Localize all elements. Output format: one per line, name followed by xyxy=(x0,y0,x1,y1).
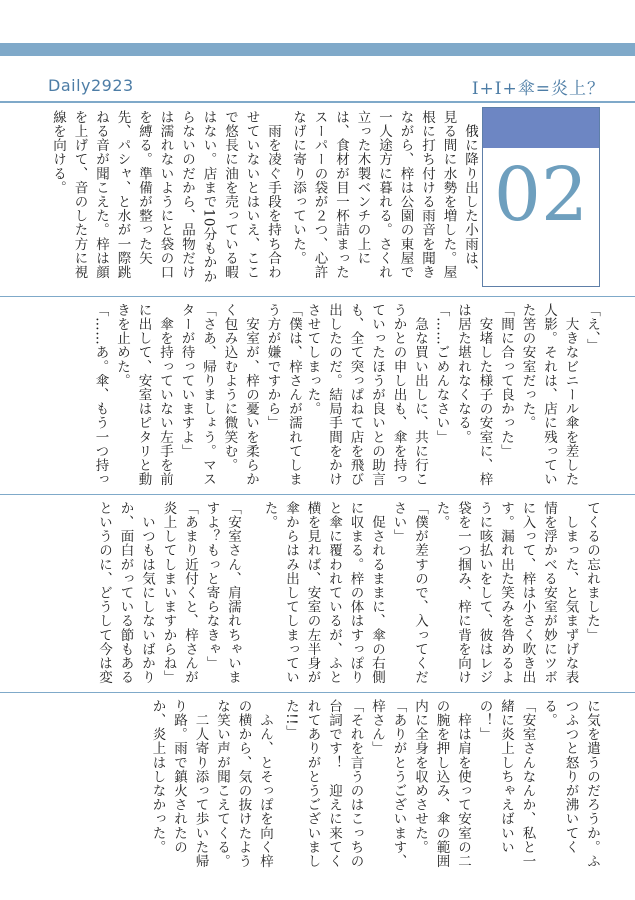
band2-right-column: 「え、」 大きなビニール傘を差した人影。それは、店に残っていた筈の安室だった。 「間に合って良かった」 安堵した様子の安室に、梓は居た堪れなくなる。 「……ごめんなさい」 急な買い出しに、共に行こうかとの申し出も、傘を持っていったほうが良いとの助言も、全て突っぱねて店を飛び出したのだ。結局手間をかけさせてしまった。 xyxy=(304,303,600,487)
band4-left-column: ふん、とそっぽを向く梓の横から、気の抜けたような笑い声が聞こえてくる。 二人寄り添って歩いた帰り路。雨で鎮火されたのか、炎上はしなかった。 xyxy=(149,699,273,869)
chapter-badge-cap xyxy=(483,108,599,148)
band2-left-column: 「僕は、梓さんが濡れてしまう方が嫌ですから」 安室が、梓の憂いを柔らかく包み込むように微笑む。 「さあ、帰りましょう。マスターが待っていますよ」 傘を持っていない左手を前に出して、安室はピタリと動きを止めた。 「……あ。傘、もう一つ持っ xyxy=(92,303,302,487)
band4-right-column: に気を遣うのだろうか。ふつふつと怒りが沸いてくる。 「安室さんなんか、私と一緒に炎上しちゃえばいいの！」 梓は肩を使って安室の二の腕を押し込み、傘の範囲内に全身を収めさせた。 「ありがとうございます、梓さん」 「それを言うのはこっちの台詞です！ 迎えに来てくれてありがとうございました!!」 xyxy=(283,699,600,869)
story-title: I+I+傘=炎上？ xyxy=(471,79,605,99)
band-divider-1 xyxy=(0,296,635,297)
band3-left-column: 「安室さん、肩濡れちゃいますよ？もっと寄らなきゃ」 「あまり近付くと、梓さんが炎上してしまいますからね」 いつもは気にしないばかりか、面白がっている節もあるというのに、どうして今は変 xyxy=(96,501,241,685)
series-label: Daily2923 xyxy=(48,76,134,95)
chapter-number: 02 xyxy=(493,152,589,238)
page-header xyxy=(0,56,635,102)
header-divider xyxy=(0,101,635,103)
band-divider-2 xyxy=(0,494,635,495)
chapter-badge xyxy=(482,107,600,287)
band1-left-column: 雨を凌ぐ手段を持ち合わせていないとはいえ、ここで悠長に油を売っている暇はない。店まで10分もかからないのだから、品物だけは濡れないようにと袋の口を縛る。準備が整った矢先、パシャ、と水が一際跳ねる音が聞こえた。梓は顔を上げて、音のした方に視線を向ける。 xyxy=(50,110,281,284)
band-divider-3 xyxy=(0,692,635,693)
header-accent-band xyxy=(0,43,635,56)
band1-right-column: 俄に降り出した小雨は、見る間に水勢を増した。屋根に打ち付ける雨音を聞きながら、梓は公園の東屋で一人途方に暮れる。さくれ立った木製ベンチの上には、食材が目一杯詰まったスーパーの袋が２つ、心許なげに寄り添っていた。 xyxy=(290,110,478,280)
band3-right-column: てくるの忘れました」 しまった、と気まずげな表情を浮かべる安室が妙にツボに入って、梓は小さく吹き出す。漏れ出た笑みを咎めるように咳払いをして、彼はレジ袋を一つ掴み、梓に背を向けた。 「僕が差すので、入ってください」 促されるままに、傘の右側に収まる。梓の体はすっぽりと傘に覆われているが、ふと横を見れば、安室の左半身が傘からはみ出してしまっていた。 xyxy=(261,501,600,685)
